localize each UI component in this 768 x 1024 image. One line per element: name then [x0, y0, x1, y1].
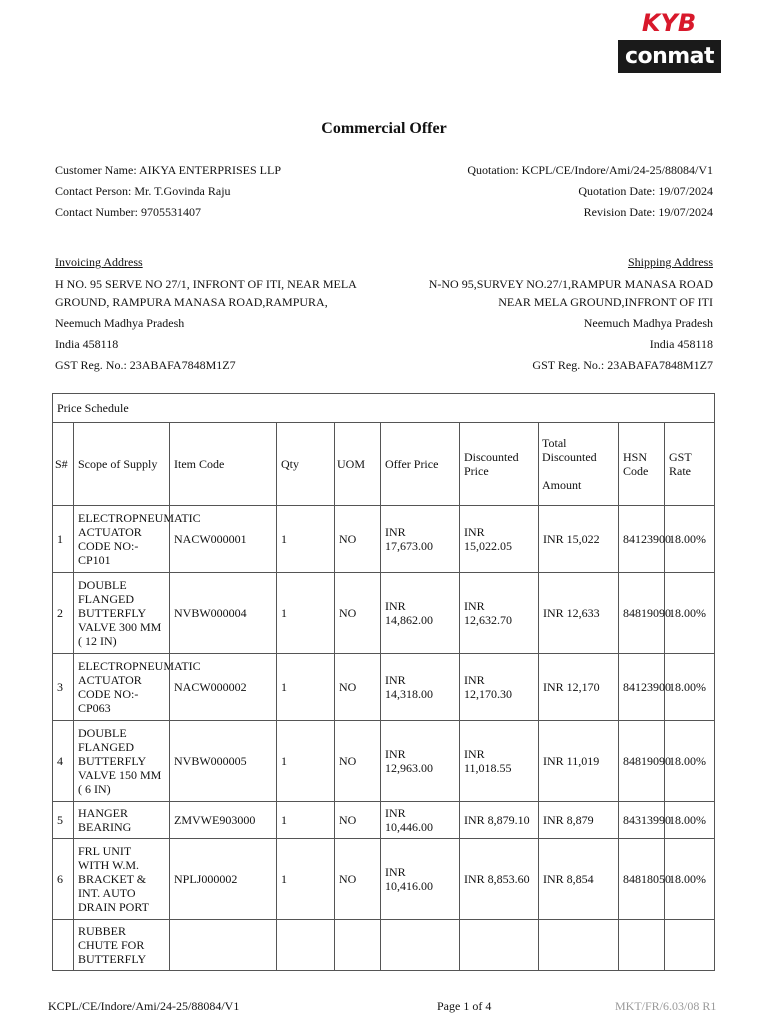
invoicing-address-line: India 458118: [55, 337, 119, 351]
cell-item-code: NACW000001: [170, 506, 277, 573]
cell-sno: 2: [53, 573, 74, 654]
table-header-row: [53, 423, 715, 506]
table-row: [53, 802, 715, 839]
cell-total: INR 12,633: [539, 573, 619, 654]
revision-date: Revision Date: 19/07/2024: [583, 205, 713, 219]
column-header-total-amount: [539, 423, 619, 506]
footer-doc-ref: KCPL/CE/Indore/Ami/24-25/88084/V1: [48, 999, 240, 1013]
cell-uom: [335, 920, 381, 971]
cell-item-code: ZMVWE903000: [170, 802, 277, 839]
cell-qty: [277, 920, 335, 971]
total-header-line: Discounted: [542, 450, 597, 464]
cell-scope: ELECTROPNEUMATIC ACTUATOR CODE NO:- CP101: [74, 506, 170, 573]
cell-qty: 1: [277, 506, 335, 573]
column-header-uom: UOM: [335, 423, 381, 506]
invoicing-address-line: GROUND, RAMPURA MANASA ROAD,RAMPURA,: [55, 295, 328, 309]
cell-item-code: NVBW000004: [170, 573, 277, 654]
customer-name: Customer Name: AIKYA ENTERPRISES LLP: [55, 163, 282, 177]
cell-scope: DOUBLE FLANGED BUTTERFLY VALVE 300 MM ( 12 IN): [74, 573, 170, 654]
cell-offer-price: INR 14,318.00: [381, 654, 460, 721]
total-header-line: Total: [542, 436, 567, 450]
table-row: [53, 506, 715, 573]
shipping-address-line: Neemuch Madhya Pradesh: [583, 316, 713, 330]
cell-qty: 1: [277, 654, 335, 721]
cell-uom: NO: [335, 802, 381, 839]
cell-offer-price: [381, 920, 460, 971]
contact-number: Contact Number: 9705531407: [55, 205, 201, 219]
table-row: [53, 721, 715, 802]
footer-form-code: MKT/FR/6.03/08 R1: [615, 999, 717, 1013]
cell-qty: 1: [277, 721, 335, 802]
cell-gst: [665, 920, 715, 971]
column-header-gst-rate: GST Rate: [665, 423, 715, 506]
cell-qty: 1: [277, 839, 335, 920]
cell-sno: 6: [53, 839, 74, 920]
footer-page-number: Page 1 of 4: [437, 999, 492, 1013]
cell-offer-price: INR 10,416.00: [381, 839, 460, 920]
cell-offer-price: INR 10,446.00: [381, 802, 460, 839]
conmat-logo: conmat: [618, 40, 721, 73]
cell-gst: 18.00%: [665, 506, 715, 573]
contact-person: Contact Person: Mr. T.Govinda Raju: [55, 184, 231, 198]
cell-scope: DOUBLE FLANGED BUTTERFLY VALVE 150 MM ( 6 IN): [74, 721, 170, 802]
cell-discounted-price: INR 8,879.10: [460, 802, 539, 839]
table-row: [53, 654, 715, 721]
cell-discounted-price: INR 15,022.05: [460, 506, 539, 573]
table-row: [53, 839, 715, 920]
cell-gst: 18.00%: [665, 721, 715, 802]
svg-text:KYB: KYB: [641, 9, 697, 37]
column-header-hsn: HSN Code: [619, 423, 665, 506]
total-header-line: Amount: [542, 478, 582, 492]
cell-item-code: NVBW000005: [170, 721, 277, 802]
shipping-address-heading: Shipping Address: [627, 255, 713, 269]
kyb-logo: [618, 9, 721, 37]
document-title: Commercial Offer: [321, 120, 447, 137]
cell-discounted-price: INR 11,018.55: [460, 721, 539, 802]
shipping-gst: GST Reg. No.: 23ABAFA7848M1Z7: [532, 358, 713, 372]
cell-offer-price: INR 14,862.00: [381, 573, 460, 654]
cell-gst: 18.00%: [665, 573, 715, 654]
column-header-offer-price: Offer Price: [381, 423, 460, 506]
table-row: [53, 920, 715, 971]
cell-hsn: 84123900: [619, 654, 665, 721]
invoicing-address-heading: Invoicing Address: [55, 255, 143, 269]
cell-item-code: NACW000002: [170, 654, 277, 721]
cell-hsn: [619, 920, 665, 971]
invoicing-address-line: H NO. 95 SERVE NO 27/1, INFRONT OF ITI, NEAR MELA: [55, 277, 357, 291]
cell-gst: 18.00%: [665, 839, 715, 920]
price-schedule-heading: Price Schedule: [53, 394, 715, 423]
cell-uom: NO: [335, 506, 381, 573]
shipping-address-line: India 458118: [649, 337, 713, 351]
cell-discounted-price: INR 8,853.60: [460, 839, 539, 920]
cell-offer-price: INR 17,673.00: [381, 506, 460, 573]
cell-hsn: 84123900: [619, 506, 665, 573]
cell-sno: [53, 920, 74, 971]
cell-qty: 1: [277, 802, 335, 839]
cell-total: INR 8,879: [539, 802, 619, 839]
quotation-date: Quotation Date: 19/07/2024: [578, 184, 713, 198]
table-row: [53, 573, 715, 654]
cell-total: INR 8,854: [539, 839, 619, 920]
cell-uom: NO: [335, 654, 381, 721]
cell-total: INR 11,019: [539, 721, 619, 802]
cell-discounted-price: INR 12,632.70: [460, 573, 539, 654]
cell-scope: FRL UNIT WITH W.M. BRACKET & INT. AUTO DRAIN PORT: [74, 839, 170, 920]
cell-sno: 4: [53, 721, 74, 802]
column-header-item-code: Item Code: [170, 423, 277, 506]
cell-item-code: [170, 920, 277, 971]
invoicing-address-line: Neemuch Madhya Pradesh: [55, 316, 185, 330]
cell-total: INR 15,022: [539, 506, 619, 573]
cell-uom: NO: [335, 839, 381, 920]
cell-sno: 3: [53, 654, 74, 721]
cell-uom: NO: [335, 573, 381, 654]
column-header-qty: Qty: [277, 423, 335, 506]
cell-hsn: 84819090: [619, 721, 665, 802]
cell-item-code: NPLJ000002: [170, 839, 277, 920]
cell-uom: NO: [335, 721, 381, 802]
cell-scope: ELECTROPNEUMATIC ACTUATOR CODE NO:- CP063: [74, 654, 170, 721]
cell-sno: 5: [53, 802, 74, 839]
column-header-discounted-price: Discounted Price: [460, 423, 539, 506]
price-schedule-table: [52, 393, 715, 971]
invoicing-gst: GST Reg. No.: 23ABAFA7848M1Z7: [55, 358, 236, 372]
cell-discounted-price: [460, 920, 539, 971]
column-header-scope: Scope of Supply: [74, 423, 170, 506]
shipping-address-line: NEAR MELA GROUND,INFRONT OF ITI: [498, 295, 713, 309]
cell-scope: RUBBER CHUTE FOR BUTTERFLY: [74, 920, 170, 971]
column-header-sno: S#: [53, 423, 74, 506]
cell-gst: 18.00%: [665, 654, 715, 721]
cell-hsn: 84819090: [619, 573, 665, 654]
cell-total: INR 12,170: [539, 654, 619, 721]
cell-hsn: 84313990: [619, 802, 665, 839]
cell-total: [539, 920, 619, 971]
quotation-number: Quotation: KCPL/CE/Indore/Ami/24-25/88084/V1: [467, 163, 713, 177]
cell-offer-price: INR 12,963.00: [381, 721, 460, 802]
company-logo: [618, 10, 721, 73]
cell-sno: 1: [53, 506, 74, 573]
cell-hsn: 84818050: [619, 839, 665, 920]
cell-qty: 1: [277, 573, 335, 654]
shipping-address-line: N-NO 95,SURVEY NO.27/1,RAMPUR MANASA ROAD: [428, 277, 713, 291]
cell-discounted-price: INR 12,170.30: [460, 654, 539, 721]
cell-scope: HANGER BEARING: [74, 802, 170, 839]
cell-gst: 18.00%: [665, 802, 715, 839]
